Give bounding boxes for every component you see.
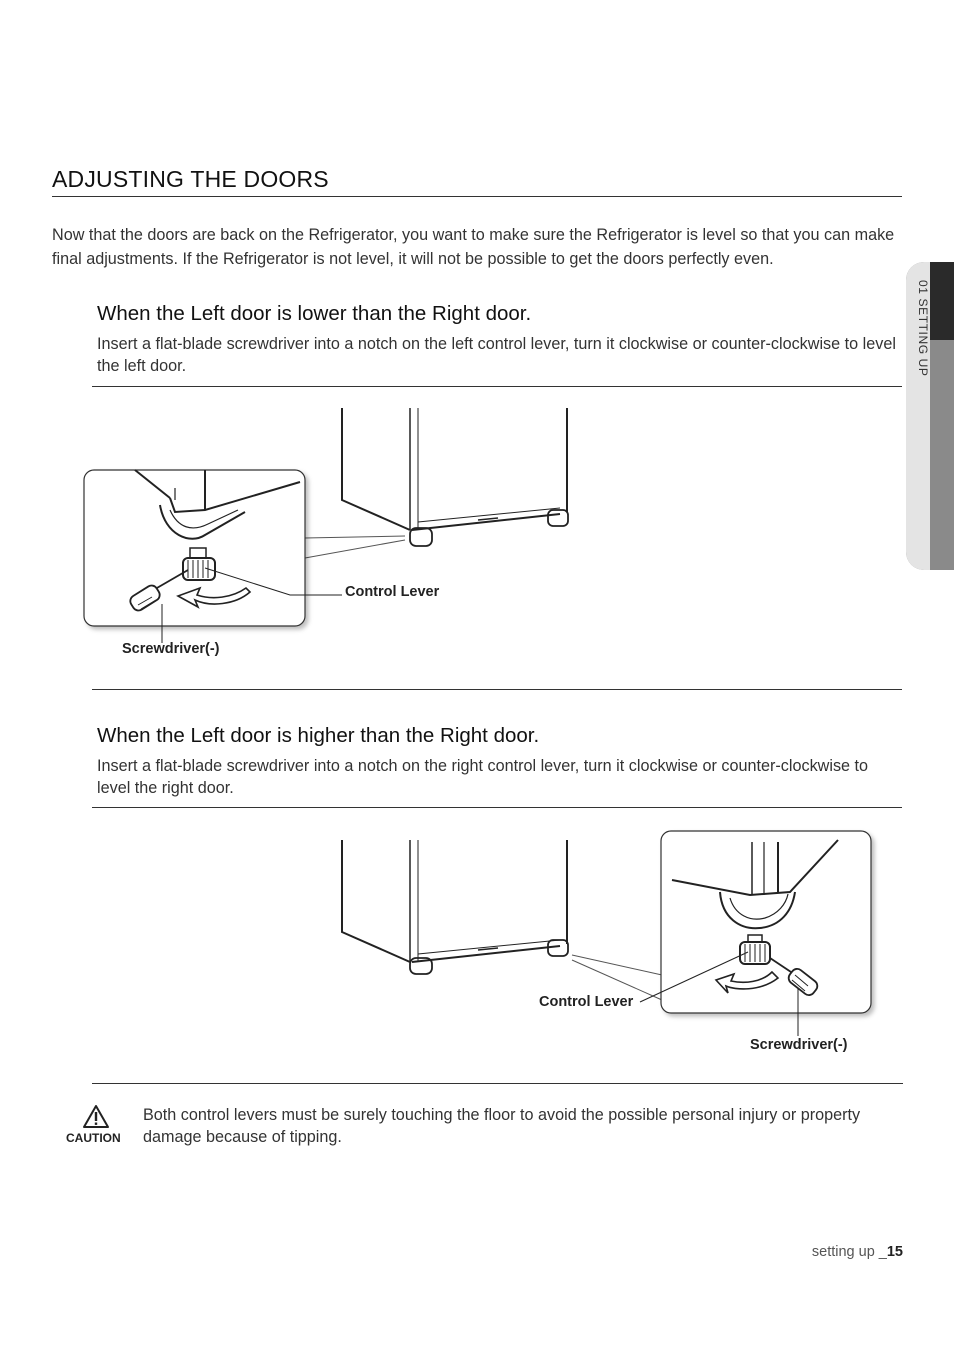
section-2-screwdriver-label: Screwdriver(-)	[750, 1037, 848, 1053]
page-number: 15	[886, 1244, 903, 1260]
section-1-screwdriver-label: Screwdriver(-)	[122, 641, 220, 657]
side-tab-label: 01 SETTING UP	[916, 279, 930, 377]
section-2-rule-bottom	[92, 1083, 903, 1084]
page-footer	[760, 1244, 903, 1260]
section-2-control-lever-label: Control Lever	[539, 994, 634, 1010]
section-2-heading: When the Left door is higher than the Right door.	[97, 724, 540, 747]
page-title: ADJUSTING THE DOORS	[52, 166, 329, 192]
section-1-control-lever-label: Control Lever	[345, 584, 440, 600]
caution-label: CAUTION	[66, 1131, 121, 1145]
footer-section: setting up _	[811, 1244, 887, 1260]
section-2-text: Insert a flat-blade screwdriver into a notch on the right control lever, turn it clockwise or counter-clockwise to level the right door.	[97, 757, 869, 797]
refrigerator-illustration	[342, 840, 568, 974]
caution-triangle-icon	[82, 1104, 110, 1130]
intro-paragraph: Now that the doors are back on the Refrigerator, you want to make sure the Refrigerator is level so that you can make final adjustments. If the Refrigerator is not level, it will not be possible to get the doors perfectly even.	[52, 226, 895, 268]
caution-text: Both control levers must be surely touching the floor to avoid the possible personal injury or property damage because of tipping.	[143, 1106, 861, 1146]
section-1-heading: When the Left door is lower than the Right door.	[97, 302, 532, 325]
section-1-text: Insert a flat-blade screwdriver into a notch on the left control lever, turn it clockwise or counter-clockwise to level the left door.	[97, 335, 896, 375]
